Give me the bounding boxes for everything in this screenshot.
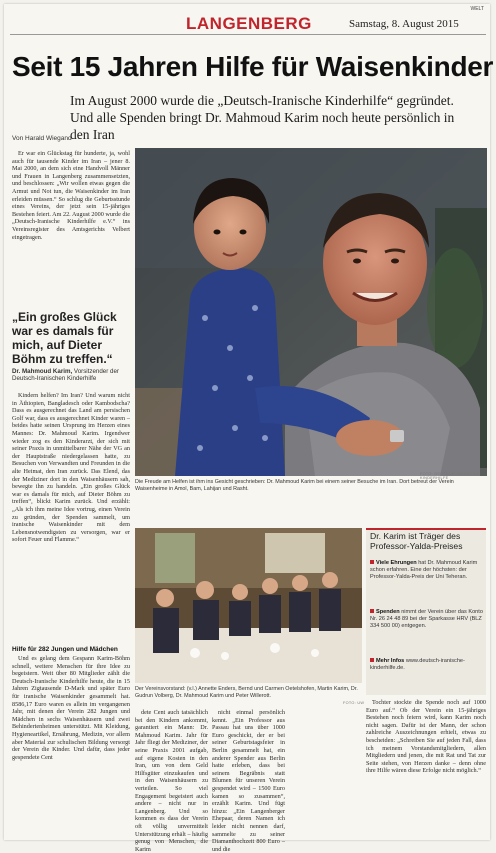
bullet-icon xyxy=(370,609,374,613)
column-1-body xyxy=(12,392,130,640)
section-masthead: LANGENBERG xyxy=(186,14,312,33)
bullet-icon xyxy=(370,658,374,662)
board-photo xyxy=(135,528,362,683)
column-4 xyxy=(366,699,486,839)
board-photo-credit: FOTO: UW xyxy=(343,701,365,705)
corner-mark: WELT xyxy=(470,6,484,12)
board-photo-image xyxy=(135,528,362,683)
column-1-intro xyxy=(12,150,130,305)
info-box-item-honors: Viele Ehrungen hat Dr. Mahmoud Karim schon erfahren. Eine der höchsten: der Professor-Yalda-Preis der Uni Teheran. xyxy=(370,560,478,581)
board-photo-caption: Der Vereinsvorstand: (v.l.) Annette Enders, Bernd und Carmen Oetelshofen, Martin Karim, Dr. Gudrun Volberg, Dr. Mahmoud Karim und Peter Willerott. xyxy=(135,686,358,699)
info-box-title: Dr. Karim ist Träger des Professor-Yalda-Preises xyxy=(370,531,463,551)
column-3b xyxy=(289,709,362,839)
main-photo-caption: Die Freude am Helfen ist ihm ins Gesicht geschrieben: Dr. Mahmoud Karim bei einem seiner Besuche im Iran. Dort betreut der Verein Waisenheime in Amol, Bam, Lahijan und Rasht. xyxy=(135,479,454,492)
bullet-icon xyxy=(370,560,374,564)
subheadline: Im August 2000 wurde die „Deutsch-Iranische Kinderhilfe“ gegründet. Und alle Spenden bringt Dr. Mahmoud Karim noch heute persönlich in den Iran xyxy=(70,93,455,142)
pull-quote: „Ein großes Glück war es damals für mich, auf Dieter Böhm zu treffen.“ xyxy=(12,310,117,366)
byline: Von Harald Wiegand xyxy=(12,135,72,142)
intro-paragraph: Er war ein Glückstag für hunderte, ja, wohl auch für tausende Kinder im Iran – jener 8. Mai 2000, an dem sich eine Handvoll Männer und Frauen in Langenberg zusammensetzten, und beschlossen: „Wir wollen etwas gegen die Armut und Not tun, die Waisenkinder im Iran erleiden müssen.“ So schlug die Geburtsstunde eines Vereins, der jetzt sein 15-jähriges Bestehen feiert. Am 22. August 2000 wurde die „Deutsch-Iranische Kinderhilfe e.V.“ ins Vereinsregister des Amtsgerichts Velbert eingetragen. xyxy=(12,150,130,241)
column-3 xyxy=(212,709,285,853)
body-paragraph-2: Und es gelang dem Gespann Karim-Böhm schnell, weitere Menschen für ihre Idee zu begeistern. Weit über 80 Mitglieder zählt die Deutsch-Iranische Kinderhilfe heute, die in 15 Jahren Zigtausende D-Mark und später Euro für iranische Waisenkinder gesammelt hat. 8586,17 Euro waren es allein im vergangenen Jahr, mit denen der Verein 282 Jungen und Mädchen in sechs Waisenhäusern und zwei Behindertenheimen unterstützt. Mit Kleidung, Hygieneartikel, Ernährung, Medizin, vor allem aber Material zur schulischen Bildung versorgt der Verein die Kinder. Und dafür, dass jeder gespendete Cent xyxy=(12,655,130,761)
headline: Seit 15 Jahren Hilfe für Waisenkinder xyxy=(12,51,494,82)
main-photo-credit: FOTO: DEUTSCH-IRANISCHE KINDERHILFE xyxy=(420,472,480,480)
main-photo xyxy=(135,148,487,476)
pull-quote-role: Vorsitzender der Deutsch-Iranischen Kinderhilfe xyxy=(12,368,119,383)
body-paragraph-3: dete Cent auch tatsächlich bei den Kindern ankommt, garantiert ein Mann: Dr. Mahmoud Karim. Jahr für Jahr fliegt der Mediziner, der seine Praxis 2001 aufgab, auf eigene Kosten in den Iran, um von dem Geld Hilfsgüter einzukaufen und in den Waisenhäusern zu verteilen. So viel Engagement begeistert auch andere – nicht nur in Langenberg. Und so kommen es dass der Verein oft völlig unvermittelt Unterstützung erhält – häufig genug von Menschen, die Karim xyxy=(135,709,208,853)
column-2 xyxy=(135,709,208,853)
pull-quote-name: Dr. Mahmoud Karim, xyxy=(12,368,73,375)
section-heading: Hilfe für 282 Jungen und Mädchen xyxy=(12,646,118,653)
body-paragraph-5: Tochter stockte die Spende noch auf 1000 Euro auf.“ Ob der Verein ein 15-jähriges Bestehen noch feiern wird, kann Karim noch nicht sagen. Dafür ist der Mann, der schon zahlreiche Auszeichnungen erhielt, etwas zu bescheiden: „Schreiben Sie auf jeden Fall, dass ich meinem Vorstandsmitgliedern, allen Mitgliedern und jenen, die mit Rat und Tat zur Seite stehen, von Herzen danke – denn ohne ihre Hilfe wären diese Erfolge nicht möglich.“ xyxy=(366,699,486,775)
dateline: Samstag, 8. August 2015 xyxy=(349,18,459,30)
info-box-item-donations: Spenden nimmt der Verein über das Konto Nr. 26 24 48 89 bei der Sparkasse HRV (BLZ 334 500 00) entgegen. xyxy=(370,609,483,630)
body-paragraph: Kindern helfen? Im Iran? Und warum nicht in Äthiopien, Bangladesch oder Kambodscha? Dass es ausgerechnet das Land am persischen Golf war, dass es ausgerechnet Kinder waren – beides hatte seinen Ursprung im Herzen eines Mannes: Dr. Mahmoud Karim. Irgendwer wieder zog es den Kinderarzt, der sich mit seiner Praxis in unmittelbarer Nähe der VG an der Hauptstraße niedergelassen hatte, zu Besuchen von Verwandten und Freunden in die alte Heimat, den Iran zurück. Das Elend, das der Mediziner dort in den Waisenhäusern sah, bewegte ihn zu handeln. „Ein großes Glück war es damals für mich, auf Dieter Böhm zu treffen“, blickt Karim zurück. Und erzählt: „Als ich ihm meine Idee vortrug, einen Verein zu gründen, der Spenden sammelt, um iranische Waisenkinder mit dem Lebensnotwendigsten zu versorgen, war er sofort Feuer und Flamme.“ xyxy=(12,392,130,544)
column-1-end xyxy=(12,655,130,835)
body-paragraph-4: nicht einmal persönlich kennt. „Ein Professor aus Passau hat uns über 1000 Euro geschickt, der er bei seiner Geburtstagsfeier in Berlin gesammelt hat, ein anderer Spender aus Berlin hatte erleben, dass bei seinem Begräbnis statt Blumen für unseren Verein gespendet wird – 1500 Euro kamen so zusammen“, erzählt Karim. Und fügt hinzu: „Ein Langenberger Ehepaar, deren Namen ich leider nicht nennen darf, sammelte zu seiner Diamanthochzeit 800 Euro – und die xyxy=(212,709,285,853)
main-photo-image xyxy=(135,148,487,476)
info-box-item-website: Mehr Infos www.deutsch-iranische-kinderhilfe.de. xyxy=(370,658,465,672)
pull-quote-attribution xyxy=(12,368,130,383)
